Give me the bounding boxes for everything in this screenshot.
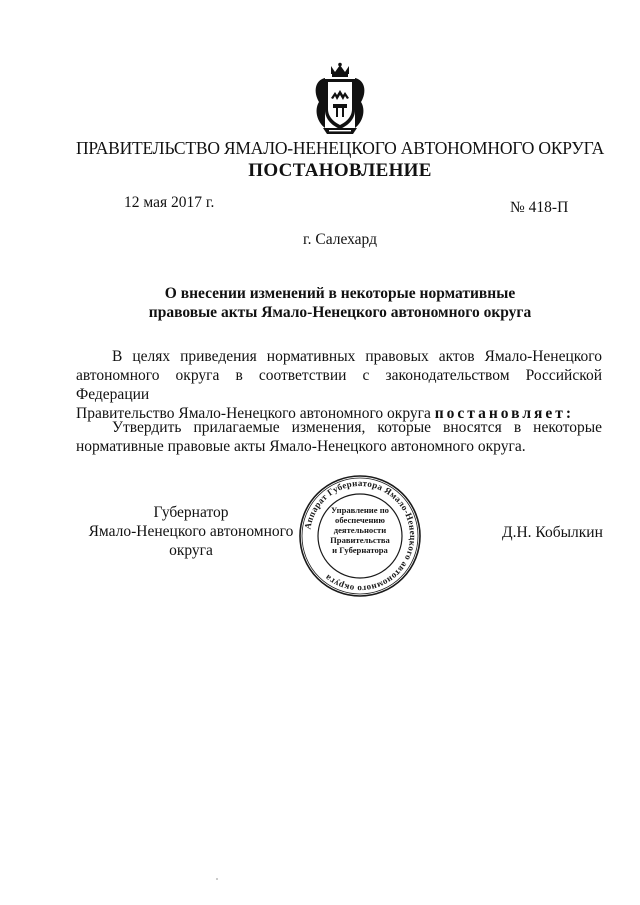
document-subject xyxy=(100,284,580,322)
paragraph-line: автономного округа в соответствии с законодательством Российской Федерации xyxy=(76,367,602,403)
paragraph-text: Правительство Ямало-Ненецкого автономного округа xyxy=(76,405,431,422)
stamp-center-text xyxy=(322,505,398,555)
coat-of-arms-icon xyxy=(311,62,369,138)
resolution-paragraph xyxy=(76,418,602,456)
subject-line: О внесении изменений в некоторые нормативные xyxy=(164,285,516,302)
stamp-line: деятельности xyxy=(333,525,387,535)
paragraph-line: нормативные правовые акты Ямало-Ненецкого автономного округа. xyxy=(76,438,526,455)
stamp-ring-text: Аппарат Губернатора Ямало-Ненецкого автономного округа xyxy=(302,477,419,595)
document-type: ПОСТАНОВЛЕНИЕ xyxy=(248,160,432,181)
document-number: № 418-П xyxy=(510,199,569,216)
paragraph-line: Утвердить прилагаемые изменения, которые вносятся в некоторые xyxy=(112,419,602,436)
stamp-line: обеспечению xyxy=(335,515,385,525)
document-date: 12 мая 2017 г. xyxy=(124,194,215,211)
scan-speck xyxy=(216,878,218,880)
resolution-verb: постановляет: xyxy=(434,405,575,422)
signatory-title-line: Губернатор xyxy=(153,504,229,521)
stamp-line: Правительства xyxy=(330,535,390,545)
signatory-title-line: Ямало-Ненецкого автономного округа xyxy=(88,523,294,559)
stamp-line: и Губернатора xyxy=(332,545,388,555)
paragraph-line: В целях приведения нормативных правовых актов Ямало-Ненецкого xyxy=(112,348,602,365)
signatory-name: Д.Н. Кобылкин xyxy=(502,524,603,541)
stamp-line: Управление по xyxy=(331,505,389,515)
organization-name: ПРАВИТЕЛЬСТВО ЯМАЛО-НЕНЕЦКОГО АВТОНОМНОГО ОКРУГА xyxy=(75,138,605,158)
preamble-paragraph xyxy=(76,347,602,423)
document-city: г. Салехард xyxy=(303,231,377,248)
signatory-title xyxy=(76,503,306,560)
subject-line: правовые акты Ямало-Ненецкого автономного округа xyxy=(148,304,532,321)
